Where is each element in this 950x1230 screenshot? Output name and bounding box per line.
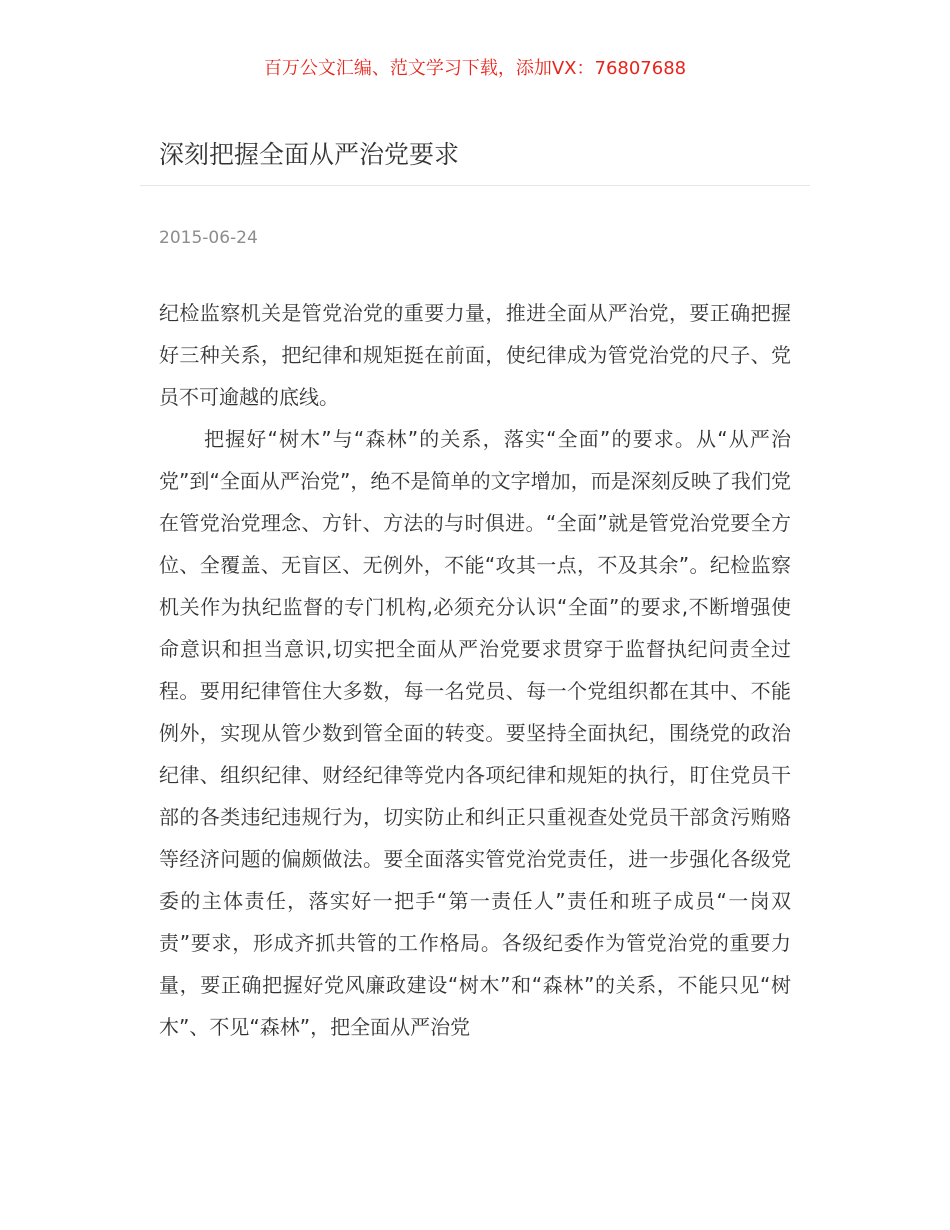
paragraph-intro: 纪检监察机关是管党治党的重要力量，推进全面从严治党，要正确把握好三种关系，把纪律和规矩挺在前面，使纪律成为管党治党的尺子、党员不可逾越的底线。 <box>159 301 791 409</box>
article <box>140 135 810 1048</box>
title-divider <box>140 185 810 186</box>
paragraph-section-1: 把握好“树木”与“森林”的关系，落实“全面”的要求。从“从严治党”到“全面从严治党”，绝不是简单的文字增加，而是深刻反映了我们党在管党治党理念、方针、方法的与时俱进。“全面”就是管党治党要全方位、全覆盖、无盲区、无例外，不能“攻其一点，不及其余”。纪检监察机关作为执纪监督的专门机构,必须充分认识“全面”的要求,不断增强使命意识和担当意识,切实把全面从严治党要求贯穿于监督执纪问责全过程。要用纪律管住大多数，每一名党员、每一个党组织都在其中、不能例外，实现从管少数到管全面的转变。要坚持全面执纪，围绕党的政治纪律、组织纪律、财经纪律等党内各项纪律和规矩的执行，盯住党员干部的各类违纪违规行为，切实防止和纠正只重视查处党员干部贪污贿赂等经济问题的偏颇做法。要全面落实管党治党责任，进一步强化各级党委的主体责任，落实好一把手“第一责任人”责任和班子成员“一岗双责”要求，形成齐抓共管的工作格局。各级纪委作为管党治党的重要力量，要正确把握好党风廉政建设“树木”和“森林”的关系，不能只见“树木”、不见“森林”，把全面从严治党 <box>159 427 791 1039</box>
article-title: 深刻把握全面从严治党要求 <box>159 140 460 169</box>
download-banner: 百万公文汇编、范文学习下载，添加VX：76807688 <box>263 58 687 79</box>
article-body <box>140 292 791 1048</box>
publish-date: 2015-06-24 <box>159 228 258 248</box>
